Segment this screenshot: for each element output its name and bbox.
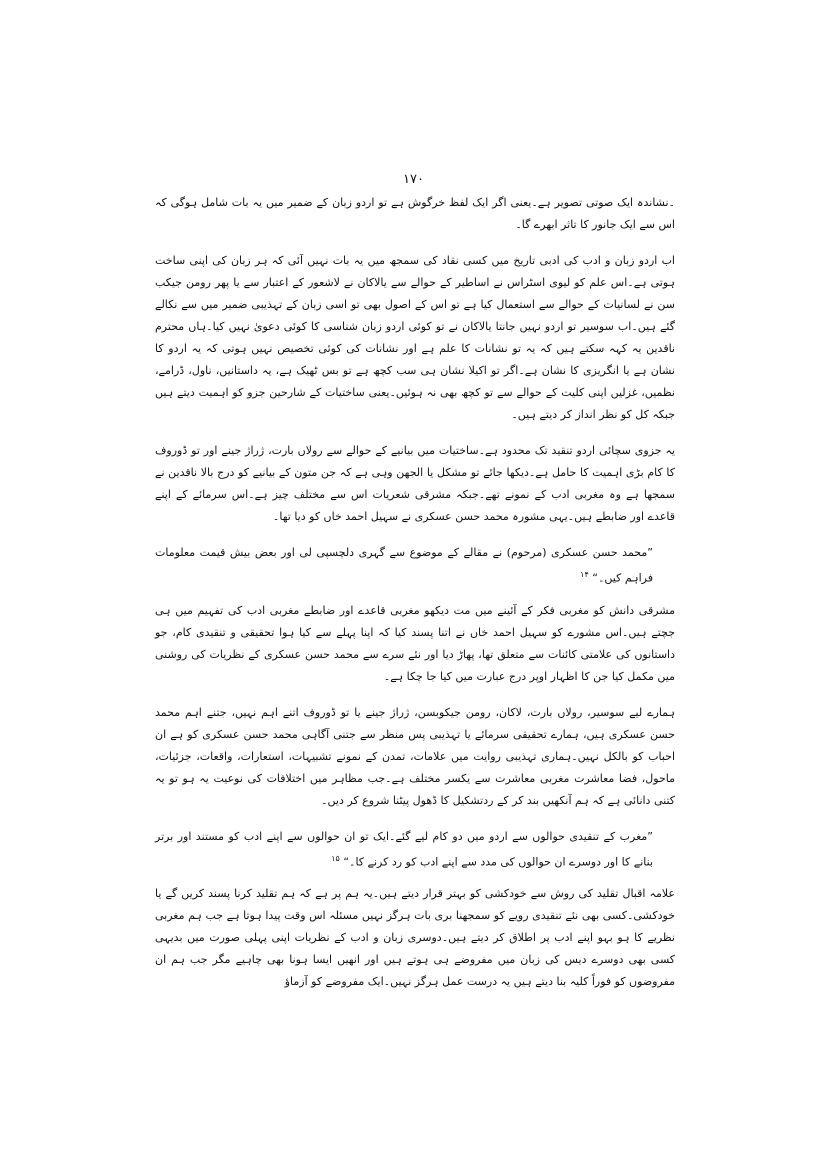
quote-1-text: ”محمد حسن عسکری (مرحوم) نے مقالے کے موضوع سے گہری دلچسپی لی اور بعض بیش قیمت معلومات فراہم کیں۔“ (155, 546, 653, 585)
document-body (155, 160, 675, 1160)
page-number: ۱۷۰ (403, 172, 424, 187)
footnote-marker-14: ۱۴ (580, 570, 589, 579)
quote-2 (155, 826, 675, 874)
paragraph-2: اب اردو زبان و ادب کی ادبی تاریخ میں کسی نقاد کی سمجھ میں یہ بات نہیں آئی کہ ہر زبان کی اپنی ساخت ہوتی ہے۔اس علم کو لیوی اسٹراس نے اساطیر کے حوالے سے یالاکان نے لاشعور کے اعتبار سے یا پھر رومن جیکب سن نے لسانیات کے حوالے سے استعمال کیا ہے تو اس کے اصول بھی تو اسی زبان کے تہذیبی ضمیر میں سے نکالے گئے ہیں۔اب سوسیر تو اردو نہیں جانتا یالاکان نے تو کوئی اردو زبان شناسی کا کوئی دعویٰ نہیں کیا۔ہاں محترم ناقدین یہ کہہ سکتے ہیں کہ یہ تو نشانات کا علم ہے اور نشانات کی کوئی تخصیص نہیں ہوتی کہ یہ اردو کا نشان ہے یا انگریزی کا نشان ہے۔اگر تو اکیلا نشان ہی سب کچھ ہے تو بس ٹھیک ہے، یہ داستانیں، ناول، ڈرامے، نظمیں، غزلیں اپنی کلیت کے حوالے سے تو کچھ بھی نہ ہوئیں۔یعنی ساختیات کے شارحین جزو کو اہمیت دیتے ہیں جبکہ کل کو نظر انداز کر دیتے ہیں۔ (155, 254, 675, 421)
quote-1 (155, 542, 675, 590)
paragraph-1: ۔نشاندہ ایک صوتی تصویر ہے۔یعنی اگر ایک لفظ خرگوش ہے تو اردو زبان کے ضمیر میں یہ بات شامل ہوگی کہ اس سے ایک جانور کا تاثر ابھرے گا۔ (155, 196, 675, 231)
quote-2-text: ”مغرب کے تنقیدی حوالوں سے اردو میں دو کام لیے گئے۔ایک تو ان حوالوں سے اپنے ادب کو مستند اور برتر بنانے کا اور دوسرے ان حوالوں کی مدد سے اپنے ادب کو رد کرنے کا۔“ (155, 829, 653, 869)
paragraph-3: یہ جزوی سچائی اردو تنقید تک محدود ہے۔ساختیات میں بیانیے کے حوالے سے رولاں بارت، ژراژ جینے اور تو ڈوروف کا کام بڑی اہمیت کا حامل ہے۔دیکھا جائے تو مشکل یا الجھن وہی ہے کہ جن متون کے بیانیے کو درج بالا ناقدین نے سمجھا ہے وہ مغربی ادب کے نمونے تھے۔جبکہ مشرقی شعریات اس سے مختلف چیز ہے۔اس سرمائے کے اپنے قاعدے اور ضابطے ہیں۔یہی مشورہ محمد حسن عسکری نے سہیل احمد خاں کو دیا تھا۔ (155, 444, 675, 523)
paragraph-5: ہمارے لیے سوسیر، رولاں بارت، لاکان، رومن جیکوبسن، ژراژ جینے یا تو ڈوروف اتنے اہم نہیں، جتنے اہم محمد حسن عسکری ہیں، ہمارے تحقیقی سرمائے یا تہذیبی پس منظر سے جتنی آگاہی محمد حسن عسکری کو ہے ان احباب کو بالکل نہیں۔ہماری تہذیبی روایت میں علامات، تمدن کے نمونے تشبیہات، استعارات، واقعات، جزئیات، ماحول، فضا معاشرت مغربی معاشرت سے یکسر مختلف ہے۔جب مظاہر میں اختلافات کی نوعیت یہ ہو تو یہ کتنی دانائی ہے کہ ہم آنکھیں بند کر کے ردتشکیل کا ڈھول پیٹنا شروع کر دیں۔ (155, 705, 675, 807)
paragraph-6: علامہ اقبال تقلید کی روش سے خودکشی کو بہتر قرار دیتے ہیں۔یہ ہم پر ہے کہ ہم تقلید کرنا پسند کریں گے یا خودکشی۔کسی بھی نئے تنقیدی رویے کو سمجھنا بری بات ہرگز نہیں مسئلہ اس وقت پیدا ہوتا ہے جب ہم مغربی نظریے کا ہو بہو اپنے ادب پر اطلاق کر دیتے ہیں۔دوسری زبان و ادب کے نظریات اپنی پہلی صورت میں بدیہی کسی بھی دوسرے دیس کی زبان میں مفروضے ہی ہوتے ہیں اور انھیں ایسا ہونا بھی چاہیے مگر جب ہم ان مفروضوں کو فوراً کلیہ بنا دیتے ہیں یہ درست عمل ہرگز نہیں۔ایک مفروضے کو آزماؤ (155, 887, 675, 989)
footnote-marker-15: ۱۵ (331, 853, 340, 863)
paragraph-4: مشرقی دانش کو مغربی فکر کے آئینے میں مت دیکھو مغربی قاعدے اور ضابطے مغربی ادب کی تفہیم میں ہی جچتے ہیں۔اس مشورے کو سہیل احمد خاں نے اتنا پسند کیا کہ اپنا پہلے سے کیا ہوا تحقیقی و تنقیدی کام، جو داستانوں کی علامتی کائنات سے متعلق تھا، پھاڑ دیا اور نئے سرے سے محمد حسن عسکری کے نظریات کی روشنی میں مکمل کیا جن کا اظہار اوپر درج عبارت میں کیا جا چکا ہے۔ (155, 603, 675, 683)
